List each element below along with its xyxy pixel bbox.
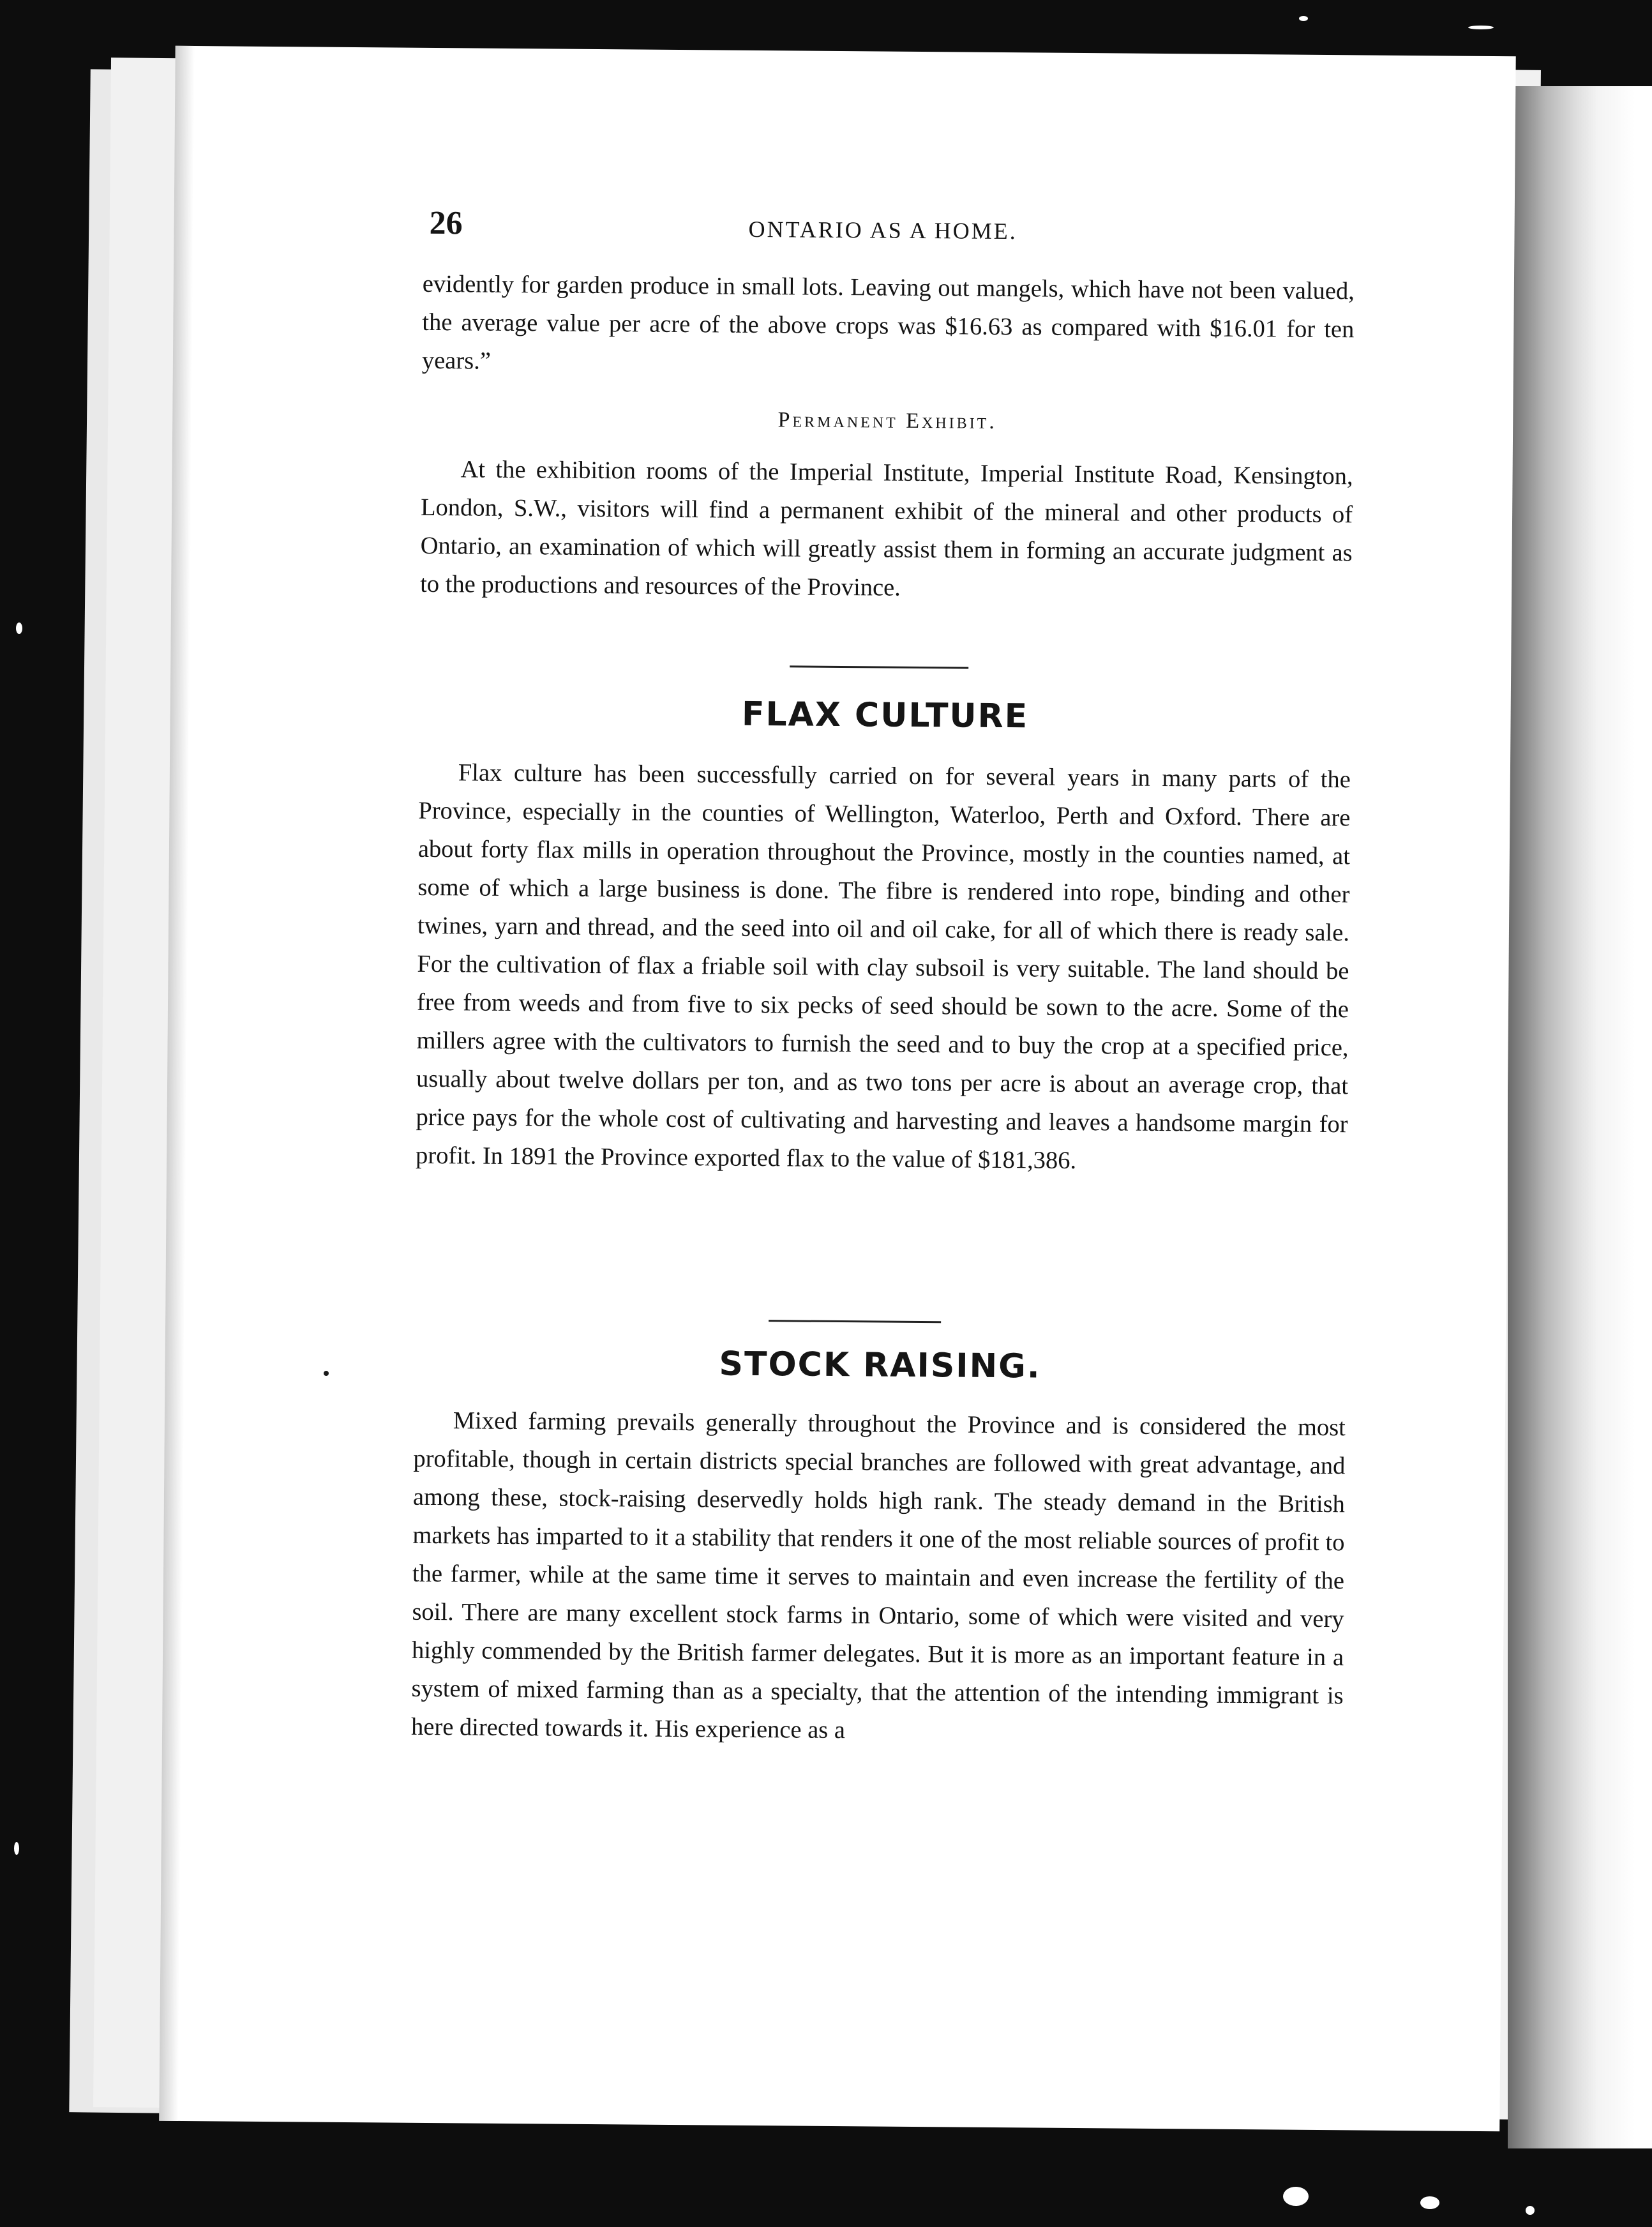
page-number: 26	[429, 204, 463, 242]
running-head: ONTARIO AS A HOME.	[748, 216, 1017, 245]
flax-culture-block	[416, 753, 1351, 1182]
page-header	[429, 204, 1323, 256]
stock-raising-heading: STOCK RAISING.	[719, 1345, 1041, 1386]
scan-speck	[1283, 2187, 1309, 2206]
scan-speck	[1299, 16, 1308, 21]
flax-culture-heading: FLAX CULTURE	[741, 695, 1029, 736]
scan-speck	[14, 1842, 19, 1855]
facing-page-edge	[1508, 86, 1652, 2148]
permanent-exhibit-block	[420, 450, 1353, 610]
stock-raising-block	[411, 1401, 1346, 1753]
intro-text-block	[422, 265, 1355, 387]
scan-speck	[16, 623, 22, 634]
stock-raising-paragraph: Mixed farming prevails generally throughout the Province and is considered the most profitable, though in certain districts special branches are followed with great advantage, and among these, stock-raising deservedly holds high rank. The steady demand in the British markets has imparted to it a stability that renders it one of the most reliable sources of profit to the farmer, while at the same time it serves to maintain and even increase the fertility of the soil. There are many excellent stock farms in Ontario, some of which were visited and very highly commended by the British farmer delegates. But it is more as an important feature in a system of mixed farming than as a specialty, that the attention of the intending immigrant is here directed towards it. His experience as a	[410, 1407, 1346, 1744]
scan-speck	[1420, 2196, 1439, 2209]
permanent-exhibit-heading: Permanent Exhibit.	[777, 408, 998, 434]
book-page	[159, 46, 1515, 2131]
flax-culture-paragraph: Flax culture has been successfully carried on for several years in many parts of the Province, especially in the counties of Wellington, Waterloo, Perth and Oxford. There are about forty flax mills in operation throughout the Province, mostly in the counties named, at some of which a large business is done. The fibre is rendered into rope, binding and other twines, yarn and thread, and the seed into oil and oil cake, for all of which there is ready sale. For the cultivation of flax a friable soil with clay subsoil is very suitable. The land should be free from weeds and from five to six pecks of seed should be sown to the acre. Some of the millers agree with the cultivators to furnish the seed and to buy the crop at a specified price, usually about twelve dollars per ton, and as two tons per acre is about an average crop, that price pays for the whole cost of cultivating and harvesting and leaves a handsome margin for profit. In 1891 the Province exported flax to the value of $181,386.	[415, 759, 1351, 1174]
intro-paragraph: evidently for garden produce in small lots. Leaving out mangels, which have not been valued, the average value per acre of the above crops was $16.63 as compared with $16.01 for ten years.”	[421, 270, 1355, 375]
section-divider	[769, 1320, 941, 1323]
permanent-exhibit-paragraph: At the exhibition rooms of the Imperial Institute, Imperial Institute Road, Kensington, London, S.W., visitors will find a permanent exhibit of the mineral and other products of Ontario, an examination of which will greatly assist them in forming an accurate judgment as to the productions and resources of the Province.	[420, 456, 1353, 601]
scan-speck	[1526, 2206, 1535, 2215]
section-divider	[790, 665, 968, 668]
scan-speck	[324, 1371, 329, 1376]
scan-speck	[1468, 26, 1494, 29]
